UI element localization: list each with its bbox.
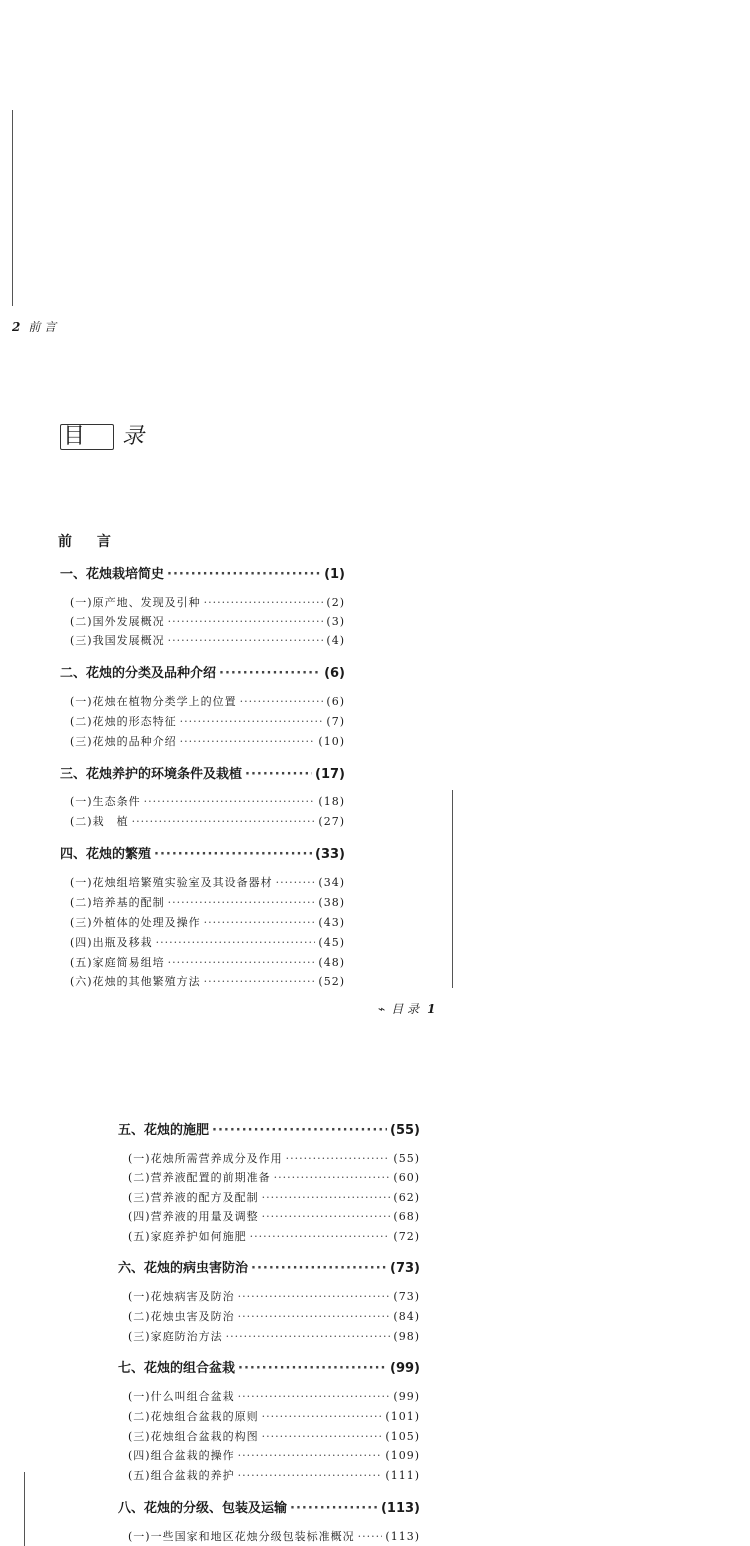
- toc-section-title: (五)家庭养护如何施肥: [128, 1230, 247, 1243]
- toc-section-title: (二)花烛的形态特征: [70, 715, 177, 728]
- leader-dots: [245, 767, 312, 782]
- toc-section: [128, 1288, 420, 1304]
- page-edge-line: [12, 110, 13, 306]
- toc-chapter-title: 一、花烛栽培简史: [60, 567, 165, 582]
- toc-section: [128, 1208, 420, 1224]
- toc-section: [128, 1408, 420, 1424]
- contents-title-char: 目: [60, 424, 114, 450]
- leader-dots: [219, 666, 321, 681]
- toc-chapter: [60, 763, 345, 782]
- leader-dots: [204, 596, 324, 609]
- toc-chapter-title: 三、花烛养护的环境条件及栽植: [60, 767, 243, 782]
- toc-section: [128, 1428, 420, 1444]
- toc-section: [70, 713, 345, 729]
- footer-page-number: 1: [427, 1002, 436, 1016]
- toc-chapter-title: 四、花烛的繁殖: [60, 847, 152, 862]
- toc-page-number: (48): [318, 956, 345, 969]
- toc-section-title: (二)国外发展概况: [70, 615, 165, 628]
- toc-section: [128, 1308, 420, 1324]
- toc-section-title: (六)花烛的其他繁殖方法: [70, 975, 201, 988]
- toc-chapter: [118, 1357, 420, 1376]
- contents-title: [60, 424, 178, 450]
- toc-page-number: (68): [393, 1210, 420, 1223]
- leader-dots: [238, 1310, 391, 1323]
- toc-chapter-title: 七、花烛的组合盆栽: [118, 1361, 236, 1376]
- toc-page-number: (113): [385, 1530, 420, 1543]
- leader-dots: [250, 1230, 391, 1243]
- leader-dots: [240, 695, 324, 708]
- toc-chapter: [60, 662, 345, 681]
- toc-section: [70, 632, 345, 648]
- toc-section-title: (一)花烛组培繁殖实验室及其设备器材: [70, 876, 273, 889]
- toc-section-title: (四)营养液的用量及调整: [128, 1210, 259, 1223]
- toc-page-number: (113): [380, 1501, 420, 1516]
- toc-page-number: (34): [318, 876, 345, 889]
- leader-dots: [180, 715, 324, 728]
- toc-section-title: (三)花烛组合盆栽的构图: [128, 1430, 259, 1443]
- toc-section: [128, 1528, 420, 1544]
- toc-section-title: (一)什么叫组合盆栽: [128, 1390, 235, 1403]
- toc-page-number: (18): [318, 795, 345, 808]
- toc-page-number: (99): [393, 1390, 420, 1403]
- toc-section: [128, 1328, 420, 1344]
- toc-section-title: (一)原产地、发现及引种: [70, 596, 201, 609]
- toc-section: [70, 594, 345, 610]
- leader-dots: [156, 936, 316, 949]
- toc-chapter: [60, 843, 345, 862]
- toc-page-number: (45): [318, 936, 345, 949]
- toc-page-number: (101): [385, 1410, 420, 1423]
- leader-dots: [238, 1469, 383, 1482]
- leader-dots: [144, 795, 316, 808]
- leader-dots: [226, 1330, 391, 1343]
- leader-dots: [168, 896, 316, 909]
- leader-dots: [251, 1261, 387, 1276]
- toc-section-title: (五)组合盆栽的养护: [128, 1469, 235, 1482]
- toc-page-number: (55): [393, 1152, 420, 1165]
- toc-section-title: (二)花烛组合盆栽的原则: [128, 1410, 259, 1423]
- toc-section: [70, 954, 345, 970]
- leader-dots: [212, 1123, 387, 1138]
- toc-section: [128, 1169, 420, 1185]
- leader-dots: [290, 1501, 378, 1516]
- toc-page-number: (72): [393, 1230, 420, 1243]
- leader-dots: [132, 815, 316, 828]
- leader-dots: [238, 1390, 391, 1403]
- toc-section: [70, 693, 345, 709]
- toc-page-number: (38): [318, 896, 345, 909]
- toc-page-number: (73): [390, 1261, 420, 1276]
- toc-section-title: (一)花烛病害及防治: [128, 1290, 235, 1303]
- page-footer: [378, 1000, 435, 1017]
- toc-page-number: (1): [324, 567, 345, 582]
- footer-page-number: 2: [12, 320, 21, 334]
- toc-page-number: (6): [324, 666, 345, 681]
- toc-page-number: (6): [326, 695, 345, 708]
- toc-section: [128, 1189, 420, 1205]
- toc-page-number: (3): [326, 615, 345, 628]
- leader-dots: [204, 975, 316, 988]
- toc-section-title: (三)营养液的配方及配制: [128, 1191, 259, 1204]
- leader-dots: [274, 1171, 391, 1184]
- leader-dots: [238, 1449, 383, 1462]
- toc-section: [70, 934, 345, 950]
- toc-preface: 前 言: [58, 534, 121, 550]
- leader-dots: [168, 956, 316, 969]
- toc-page-number: (2): [326, 596, 345, 609]
- footer-running-title: 目 录: [391, 1002, 420, 1016]
- toc-page-number: (105): [385, 1430, 420, 1443]
- page-edge-line: [24, 1472, 25, 1546]
- toc-section-title: (四)出瓶及移栽: [70, 936, 153, 949]
- leader-dots: [167, 567, 321, 582]
- toc-section-title: (三)外植体的处理及操作: [70, 916, 201, 929]
- toc-section-title: (二)栽 植: [70, 815, 129, 828]
- page-edge-line: [452, 790, 453, 988]
- toc-page-number: (99): [390, 1361, 420, 1376]
- toc-page-number: (52): [318, 975, 345, 988]
- toc-chapter: [118, 1497, 420, 1516]
- toc-page-number: (109): [385, 1449, 420, 1462]
- toc-section: [70, 894, 345, 910]
- toc-page-number: (98): [393, 1330, 420, 1343]
- leader-dots: [168, 615, 324, 628]
- leader-dots: [168, 634, 324, 647]
- leader-dots: [262, 1430, 383, 1443]
- toc-section: [128, 1447, 420, 1463]
- footer-running-title: 前 言: [28, 320, 57, 334]
- toc-page-number: (43): [318, 916, 345, 929]
- leader-dots: [286, 1152, 391, 1165]
- page-footer: [12, 318, 56, 335]
- toc-page-number: (33): [315, 847, 345, 862]
- toc-page-number: (4): [326, 634, 345, 647]
- leader-dots: [154, 847, 312, 862]
- toc-page-number: (10): [318, 735, 345, 748]
- toc-chapter: [60, 563, 345, 582]
- toc-section: [128, 1228, 420, 1244]
- toc-page-number: (7): [326, 715, 345, 728]
- leader-dots: [276, 876, 316, 889]
- leader-dots: [204, 916, 316, 929]
- toc-section-title: (五)家庭简易组培: [70, 956, 165, 969]
- toc-section-title: (三)家庭防治方法: [128, 1330, 223, 1343]
- toc-chapter: [118, 1257, 420, 1276]
- toc-section: [70, 973, 345, 989]
- leader-dots: [238, 1361, 387, 1376]
- toc-chapter-title: 五、花烛的施肥: [118, 1123, 210, 1138]
- toc-page-number: (60): [393, 1171, 420, 1184]
- contents-title-char: 录: [122, 424, 171, 449]
- toc-section-title: (二)培养基的配制: [70, 896, 165, 909]
- toc-section-title: (二)营养液配置的前期准备: [128, 1171, 271, 1184]
- toc-section-title: (一)一些国家和地区花烛分级包装标准概况: [128, 1530, 355, 1543]
- toc-section-title: (四)组合盆栽的操作: [128, 1449, 235, 1462]
- ornament-icon: ⌁: [378, 1002, 386, 1016]
- toc-chapter-title: 二、花烛的分类及品种介绍: [60, 666, 217, 681]
- leader-dots: [262, 1191, 391, 1204]
- toc-section: [70, 813, 345, 829]
- toc-page-number: (73): [393, 1290, 420, 1303]
- toc-section-title: (二)花烛虫害及防治: [128, 1310, 235, 1323]
- toc-chapter: [118, 1119, 420, 1138]
- toc-section-title: (一)花烛在植物分类学上的位置: [70, 695, 237, 708]
- toc-page-number: (55): [390, 1123, 420, 1138]
- toc-page-number: (84): [393, 1310, 420, 1323]
- leader-dots: [262, 1210, 391, 1223]
- toc-section: [70, 914, 345, 930]
- toc-section: [70, 793, 345, 809]
- leader-dots: [238, 1290, 391, 1303]
- toc-section: [128, 1467, 420, 1483]
- leader-dots: [180, 735, 316, 748]
- toc-page-number: (27): [318, 815, 345, 828]
- toc-section: [70, 613, 345, 629]
- toc-section: [70, 874, 345, 890]
- toc-section: [70, 733, 345, 749]
- toc-page-number: (17): [315, 767, 345, 782]
- toc-page-number: (62): [393, 1191, 420, 1204]
- toc-chapter-title: 八、花烛的分级、包装及运输: [118, 1501, 288, 1516]
- toc-section-title: (一)生态条件: [70, 795, 141, 808]
- leader-dots: [358, 1530, 383, 1543]
- toc-section-title: (三)我国发展概况: [70, 634, 165, 647]
- toc-section-title: (三)花烛的品种介绍: [70, 735, 177, 748]
- toc-section: [128, 1150, 420, 1166]
- toc-page-number: (111): [385, 1469, 420, 1482]
- leader-dots: [262, 1410, 383, 1423]
- toc-chapter-title: 六、花烛的病虫害防治: [118, 1261, 249, 1276]
- toc-section: [128, 1388, 420, 1404]
- toc-section-title: (一)花烛所需营养成分及作用: [128, 1152, 283, 1165]
